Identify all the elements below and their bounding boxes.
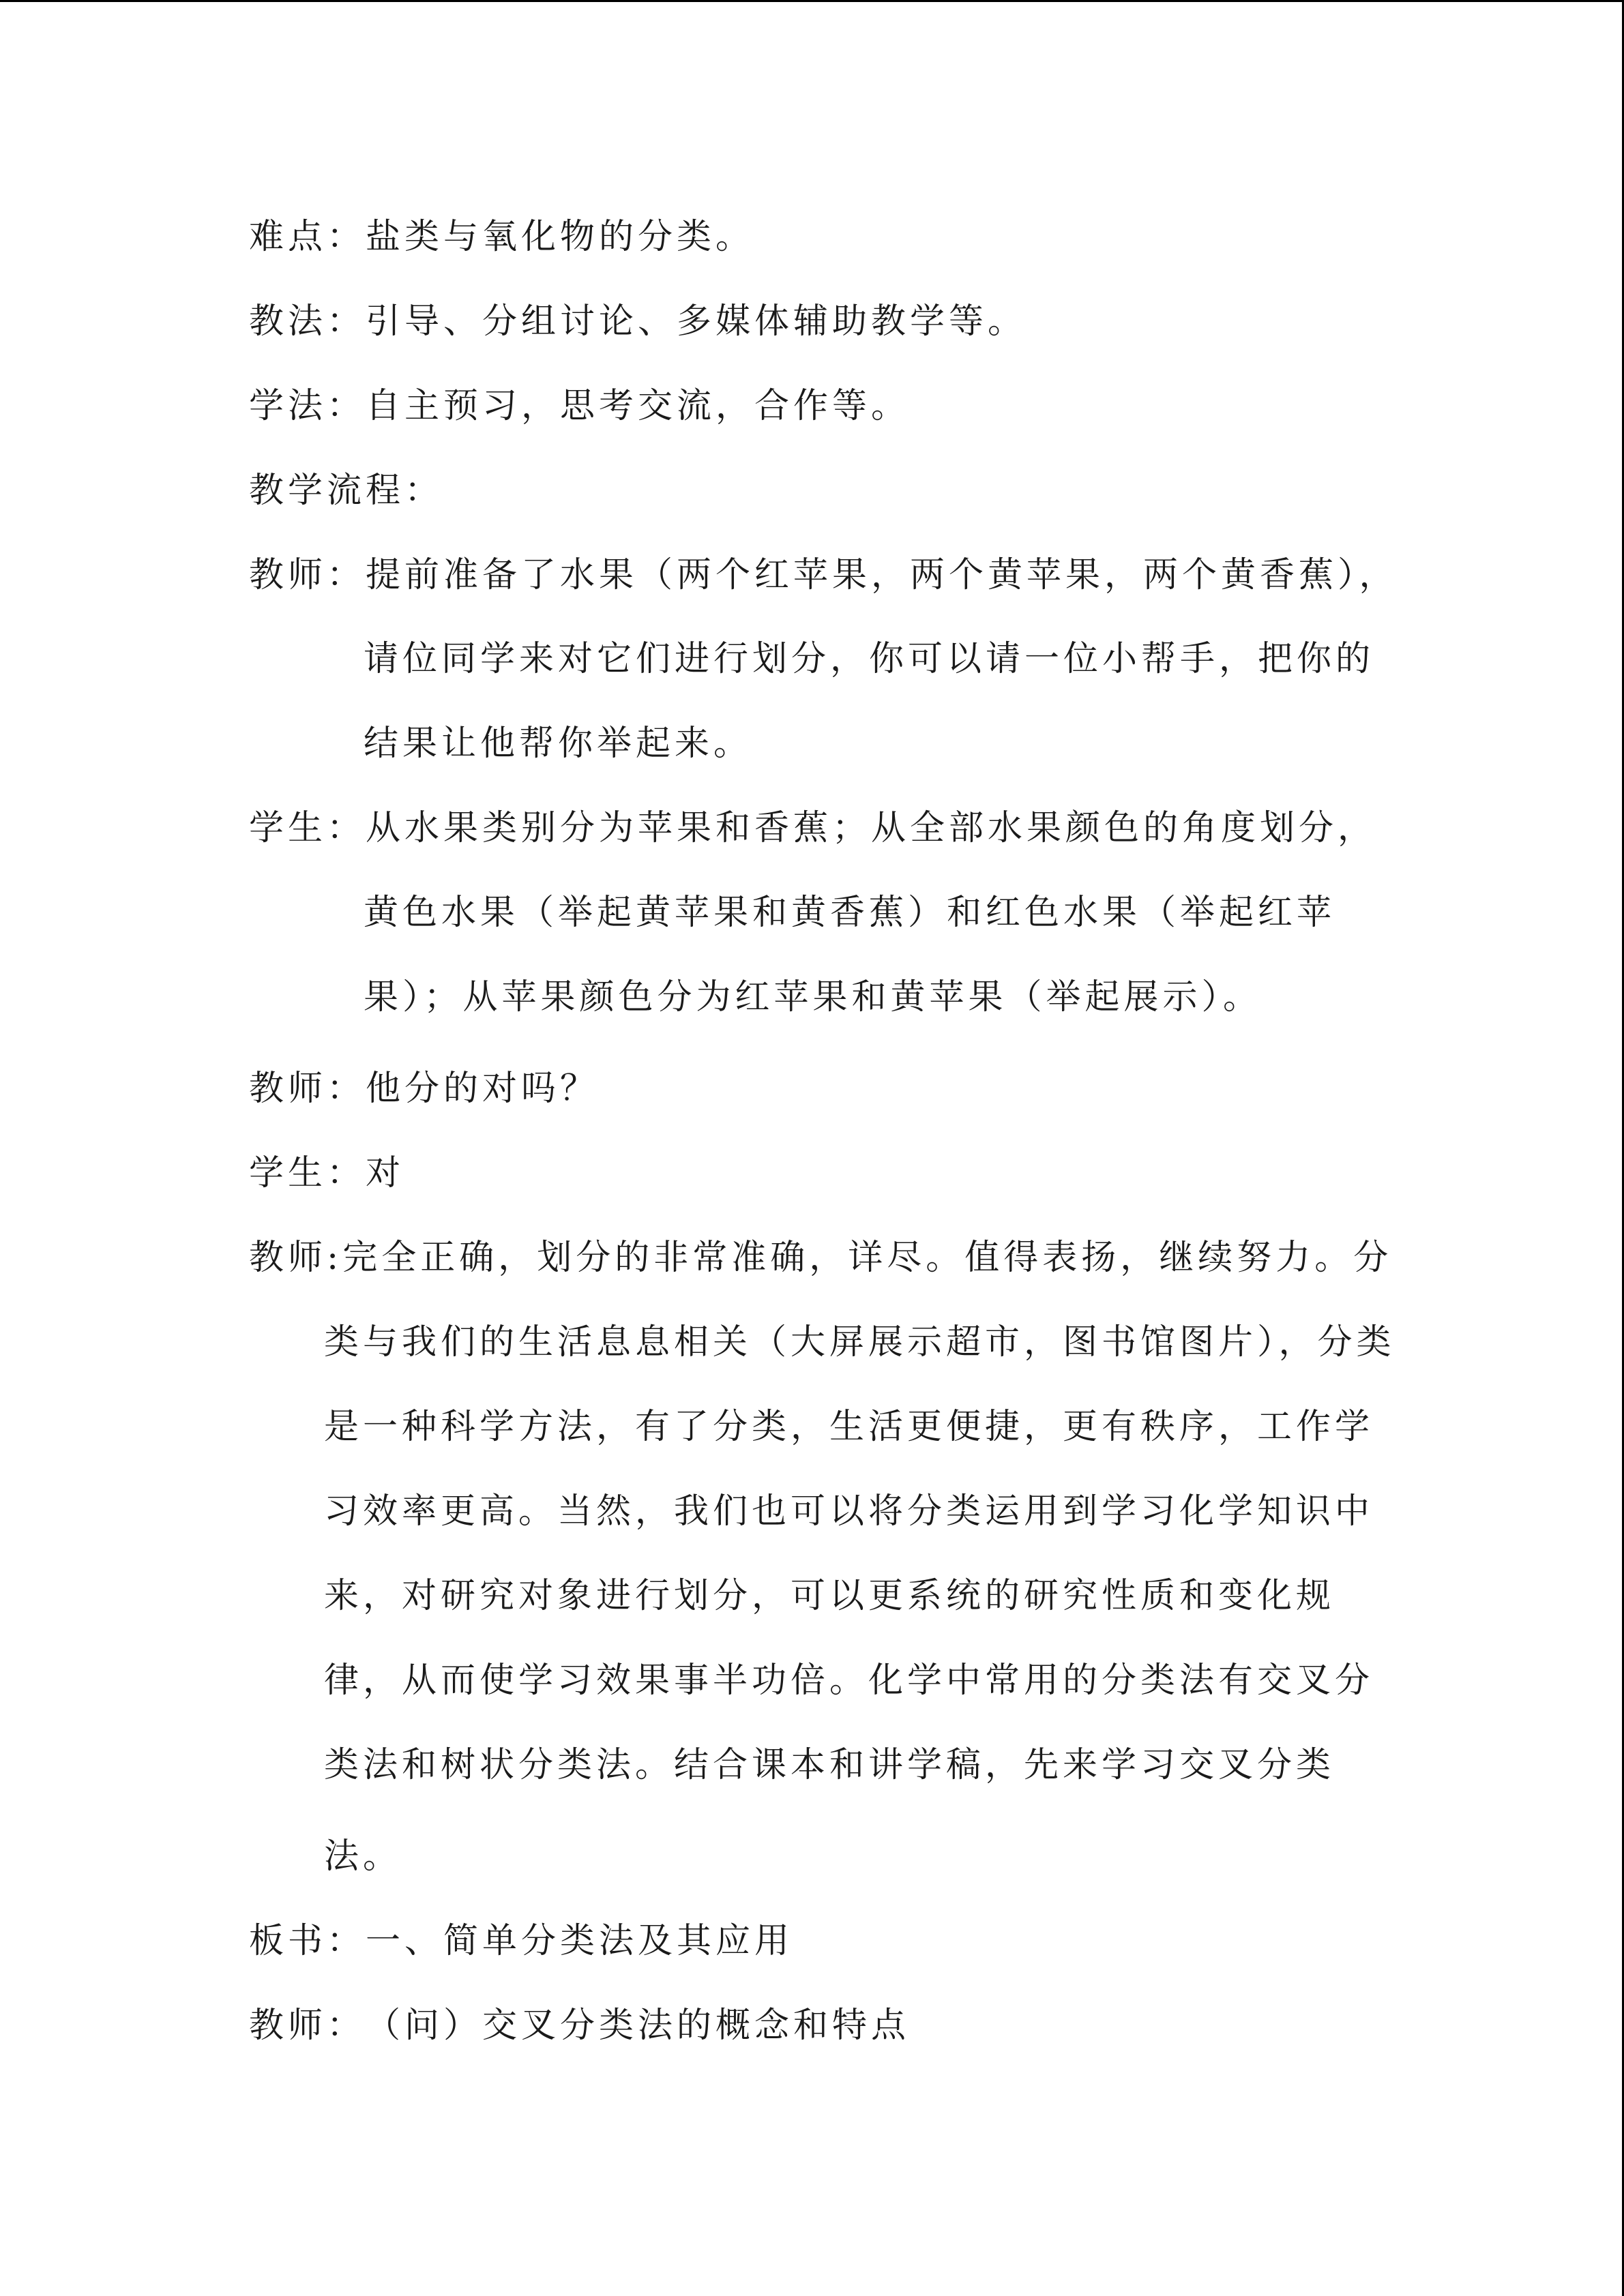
dialogue-teacher-3-continuation bbox=[324, 1745, 1335, 1786]
dialogue-line: 提前准备了水果（两个红苹果，两个黄苹果，两个黄香蕉）， bbox=[366, 555, 1398, 595]
dialogue-line: 律，从而使学习效果事半功倍。化学中常用的分类法有交叉分 bbox=[324, 1660, 1374, 1701]
speaker-label: 教师: bbox=[249, 1238, 343, 1278]
paragraph-text: 自主预习，思考交流，合作等。 bbox=[366, 386, 911, 426]
dialogue-teacher-3-continuation bbox=[324, 1836, 402, 1877]
dialogue-teacher-3 bbox=[249, 1238, 1392, 1279]
paragraph-label: 难点： bbox=[249, 217, 366, 257]
speaker-label: 教师： bbox=[249, 2006, 366, 2046]
dialogue-line: 从水果类别分为苹果和香蕉；从全部水果颜色的角度划分， bbox=[366, 808, 1377, 848]
paragraph-text: 一、简单分类法及其应用 bbox=[366, 1921, 794, 1961]
blackboard-note bbox=[249, 1921, 793, 1962]
dialogue-teacher-1-continuation bbox=[364, 639, 1374, 680]
dialogue-student-1-continuation bbox=[364, 893, 1335, 934]
page-border-top bbox=[0, 0, 1624, 2]
dialogue-line: 请位同学来对它们进行划分，你可以请一位小帮手，把你的 bbox=[364, 639, 1375, 679]
dialogue-student-2 bbox=[249, 1153, 404, 1194]
paragraph-label: 板书： bbox=[249, 1921, 366, 1961]
dialogue-line: 类与我们的生活息息相关（大屏展示超市，图书馆图片），分类 bbox=[324, 1322, 1396, 1362]
dialogue-teacher-1 bbox=[249, 555, 1398, 596]
dialogue-teacher-3-continuation bbox=[324, 1660, 1374, 1701]
paragraph-label: 教学流程： bbox=[249, 471, 444, 511]
dialogue-line: 法。 bbox=[324, 1836, 402, 1877]
paragraph-teaching-process bbox=[249, 471, 443, 511]
paragraph-difficulty bbox=[249, 217, 754, 258]
dialogue-teacher-3-continuation bbox=[324, 1576, 1335, 1617]
dialogue-teacher-3-continuation bbox=[324, 1322, 1396, 1363]
dialogue-teacher-2 bbox=[249, 1069, 599, 1109]
speaker-label: 教师： bbox=[249, 555, 366, 595]
speaker-label: 学生： bbox=[249, 808, 366, 848]
dialogue-student-1-continuation bbox=[364, 977, 1262, 1018]
dialogue-line: 完全正确，划分的非常准确，详尽。值得表扬，继续努力。分 bbox=[342, 1238, 1393, 1278]
paragraph-text: 引导、分组讨论、多媒体辅助教学等。 bbox=[366, 301, 1027, 342]
dialogue-line: 黄色水果（举起黄苹果和黄香蕉）和红色水果（举起红苹 bbox=[364, 893, 1336, 933]
speaker-label: 学生： bbox=[249, 1153, 366, 1193]
dialogue-line: 习效率更高。当然，我们也可以将分类运用到学习化学知识中 bbox=[324, 1491, 1374, 1532]
dialogue-teacher-3-continuation bbox=[324, 1491, 1374, 1532]
dialogue-line: 来，对研究对象进行划分，可以更系统的研究性质和变化规 bbox=[324, 1576, 1335, 1616]
dialogue-teacher-3-continuation bbox=[324, 1407, 1374, 1448]
dialogue-line: 结果让他帮你举起来。 bbox=[364, 724, 753, 764]
paragraph-label: 学法： bbox=[249, 386, 366, 426]
dialogue-line: （问）交叉分类法的概念和特点 bbox=[366, 2006, 911, 2046]
paragraph-label: 教法： bbox=[249, 301, 366, 342]
dialogue-line: 是一种科学方法，有了分类，生活更便捷，更有秩序，工作学 bbox=[324, 1407, 1374, 1447]
dialogue-teacher-1-continuation bbox=[364, 724, 752, 764]
paragraph-learning-method bbox=[249, 386, 910, 427]
paragraph-teaching-method bbox=[249, 301, 1027, 342]
dialogue-student-1 bbox=[249, 808, 1376, 849]
dialogue-line: 果）；从苹果颜色分为红苹果和黄苹果（举起展示）。 bbox=[364, 977, 1263, 1017]
speaker-label: 教师： bbox=[249, 1069, 366, 1109]
dialogue-line: 他分的对吗？ bbox=[366, 1069, 600, 1109]
dialogue-teacher-4 bbox=[249, 2006, 910, 2046]
dialogue-line: 类法和树状分类法。结合课本和讲学稿，先来学习交叉分类 bbox=[324, 1745, 1335, 1785]
dialogue-line: 对 bbox=[366, 1153, 405, 1193]
paragraph-text: 盐类与氧化物的分类。 bbox=[366, 217, 755, 257]
